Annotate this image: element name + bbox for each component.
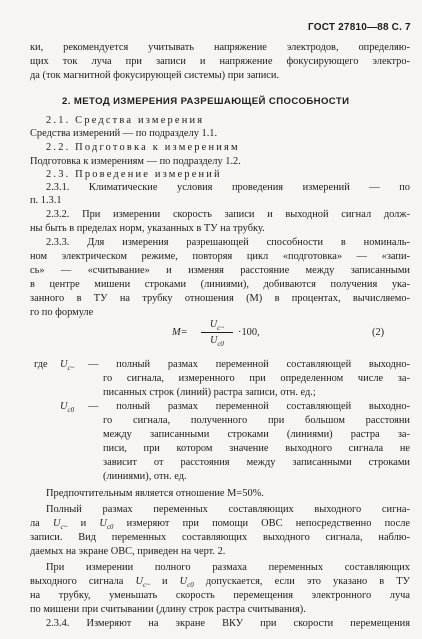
definition-u0: писи, при котором значение выходного сигнала не [103, 443, 410, 454]
subsection-text-2-1: Средства измерений — по подразделу 1.1. [30, 128, 218, 139]
paragraph-2-3-1: п. 1.3.1 [30, 195, 62, 206]
symbol-uc: $U_{c\sim}$ [60, 359, 75, 373]
subsection-title-2-2: 2.2. Подготовка к измерениям [46, 142, 240, 153]
intro-line: да (ток магнитной фокусирующей системы) при записи. [30, 70, 280, 81]
definition-uc: — полный размах переменной составляющей выходно- [88, 359, 410, 370]
formula-denominator: $U_{c0}$ [210, 335, 224, 348]
definition-u0: го сигнала, полученного при большом расстояни [103, 415, 410, 426]
paragraph-measure: по мишени при считывании (длину строк растра считывания). [30, 604, 306, 615]
paragraph-2-3-3: 2.3.3. Для измерения разрешающей способности в номиналь- [46, 237, 410, 248]
paragraph-measure: выходного сигнала $U_{c\sim}$ и $U_{c0}$ допускается, если это указано в ТУ [30, 576, 410, 590]
paragraph-2-3-3: го по формуле [30, 307, 94, 318]
formula-number: (2) [372, 327, 385, 338]
formula-numerator: $U_{c\sim}$ [209, 319, 225, 332]
definition-u0: (линиями), отн. ед. [103, 471, 187, 482]
definition-uc: го сигнала, измеренного при определенном числе за- [103, 373, 410, 384]
definition-u0: зависит от расстояния между записанными строками [103, 457, 410, 468]
paragraph-measure: на трубку, уменьшать скорость перемещения электронного луча [30, 590, 410, 601]
subsection-text-2-2: Подготовка к измерениям — по подразделу 1.2. [30, 156, 241, 167]
paragraph-2-3-3: ном электрическом режиме, повторяя цикл «подготовка» — «запи- [30, 251, 410, 262]
paragraph-2-3-2: 2.3.2. При измерении скорость записи и выходной сигнал долж- [46, 209, 410, 220]
paragraph-full-swing: Полный размах переменных составляющих выходного сигна- [46, 504, 410, 515]
section-title: 2. МЕТОД ИЗМЕРЕНИЯ РАЗРЕШАЮЩЕЙ СПОСОБНОСТИ [62, 96, 350, 107]
definition-u0: между записанными строками (линиями) растра за- [103, 429, 410, 440]
paragraph-full-swing: записи. Вид переменных составляющих выходного сигнала, наблю- [30, 532, 410, 543]
paragraph-full-swing: ла $U_{c\sim}$ и $U_{c0}$ измеряют при помощи ОВС непосредственно после [30, 518, 410, 532]
paragraph-full-swing: даемых на экране ОВС, приведен на черт. 2. [30, 546, 226, 557]
formula-rhs: ·100, [238, 327, 260, 338]
paragraph-2-3-3: занного в ТУ на трубку отношения (M) в процентах, вычисляемо- [30, 293, 410, 304]
intro-line: щих ток луча при записи и напряжение фокусирующего электро- [30, 56, 410, 67]
paragraph-2-3-3: в центре мишени строками (линиями), добиваются получения ука- [30, 279, 410, 290]
preferred-ratio: Предпочтительным является отношение M=50%. [46, 488, 264, 499]
definition-uc: писанных строк (линий) растра записи, отн. ед.; [103, 387, 316, 398]
formula-lhs: M= [172, 327, 188, 338]
where-label: где [34, 359, 48, 370]
paragraph-2-3-1: 2.3.1. Климатические условия проведения измерений — по [46, 182, 410, 193]
paragraph-2-3-3: сь» — «считывание» и изменяя расстояние между записанными [30, 265, 410, 276]
subsection-title-2-3: 2.3. Проведение измерений [46, 169, 222, 180]
symbol-u0: $U_{c0}$ [60, 401, 75, 415]
intro-line: ки, рекомендуется учитывать напряжение электродов, определяю- [30, 42, 410, 53]
page-header: ГОСТ 27810—88 С. 7 [308, 22, 411, 33]
definition-u0: — полный размах переменной составляющей выходно- [88, 401, 410, 412]
paragraph-measure: При измерении полного размаха переменных составляющих [46, 562, 410, 573]
paragraph-2-3-4: 2.3.4. Измеряют на экране ВКУ при скорости перемещения [46, 618, 410, 629]
subsection-title-2-1: 2.1. Средства измерения [46, 115, 205, 126]
paragraph-2-3-2: ны быть в пределах норм, указанных в ТУ на трубку. [30, 223, 265, 234]
